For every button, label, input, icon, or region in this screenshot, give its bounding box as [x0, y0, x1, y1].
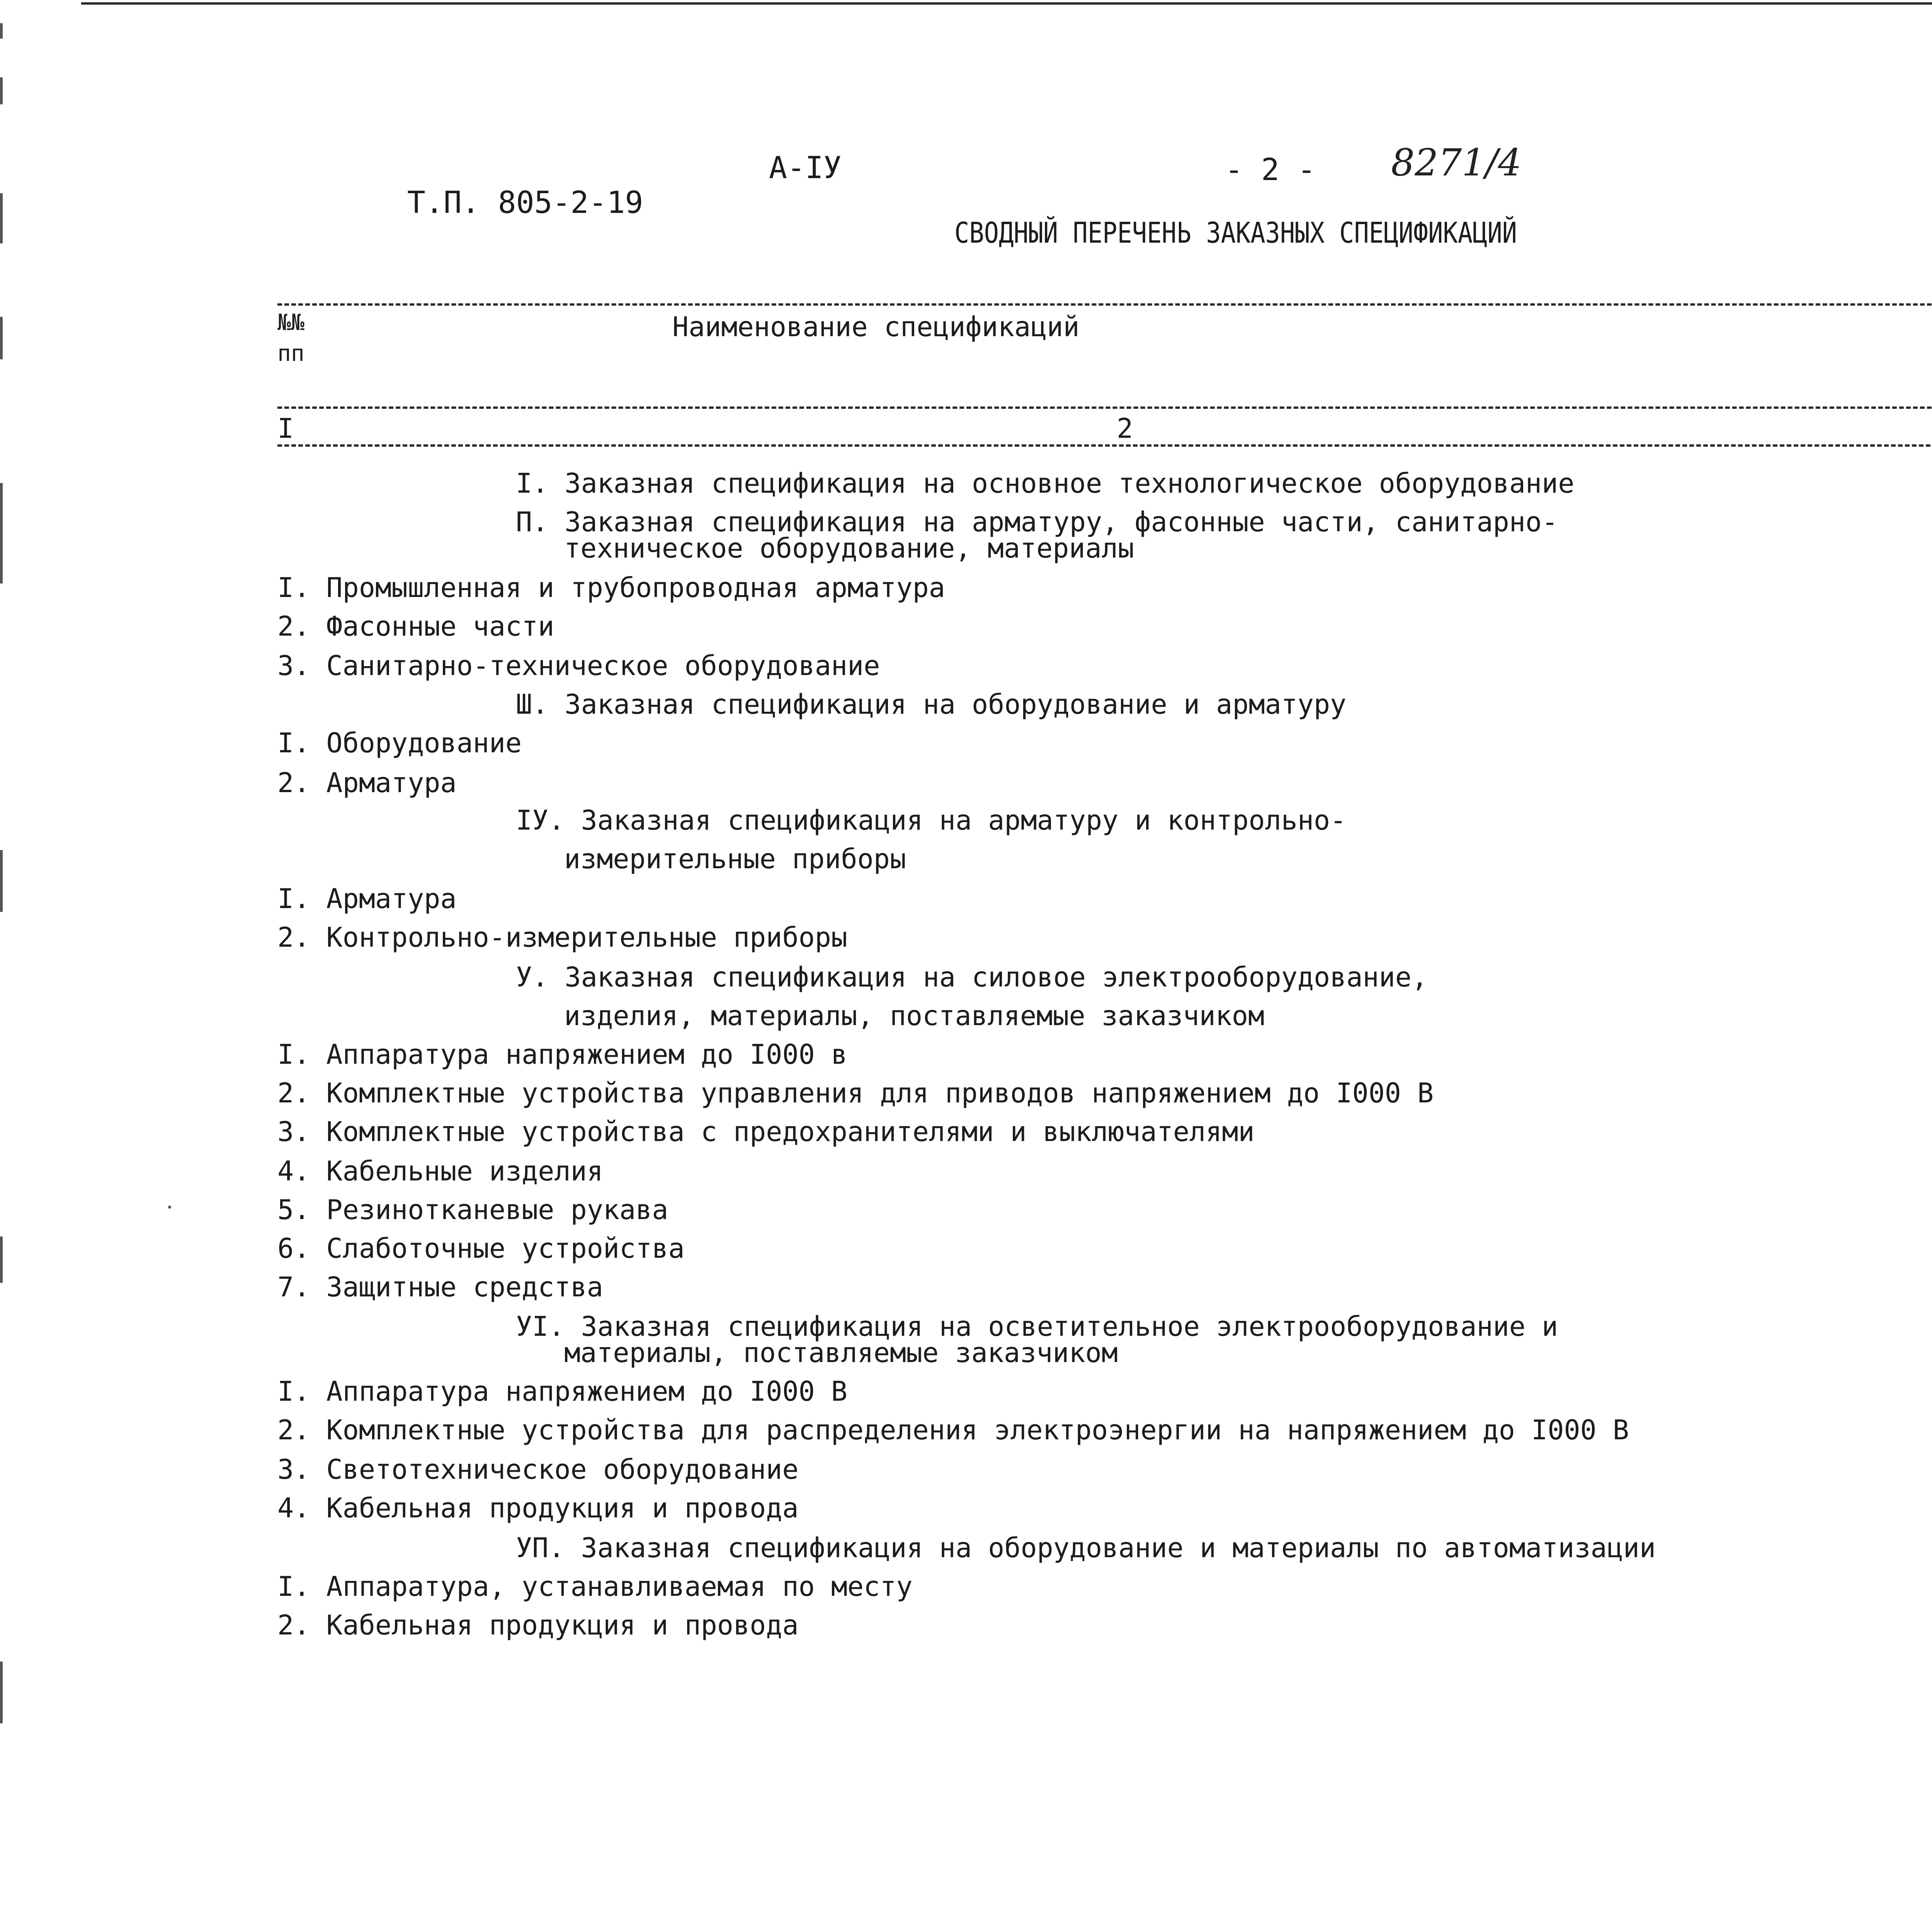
scan-edge-mark [0, 850, 3, 912]
list-item: I. Аппаратура, устанавливаемая по месту [277, 1571, 913, 1602]
list-item: I. Арматура [277, 883, 457, 915]
list-item: У. Заказная спецификация на силовое электрооборудование, [516, 961, 1428, 993]
list-item: техническое оборудование, материалы [564, 532, 1134, 564]
list-item: 6. Слаботочные устройства [277, 1233, 685, 1264]
list-item: 3. Санитарно-техническое оборудование [277, 650, 880, 682]
list-item: 5. Резинотканевые рукава [277, 1194, 668, 1226]
page-number: - 2 - [1225, 153, 1316, 187]
list-item: 2. Комплектные устройства управления для приводов напряжением до I000 В [277, 1077, 1434, 1109]
col-index-1: I [277, 413, 294, 444]
scan-edge-mark [0, 23, 3, 39]
list-item: Ш. Заказная спецификация на оборудование и арматуру [516, 689, 1347, 720]
scan-edge-mark [0, 483, 3, 583]
table-top-rule [277, 303, 1932, 306]
list-item: 2. Фасонные части [277, 611, 554, 642]
list-item: 2. Арматура [277, 767, 457, 799]
col-num-header-line2: пп [277, 340, 304, 366]
scan-edge-mark [0, 1662, 3, 1723]
list-item: 3. Светотехническое оборудование [277, 1454, 799, 1485]
sheet-top-edge [81, 2, 1932, 5]
inventory-number: 8271/4 [1391, 141, 1522, 184]
col-name-header: Наименование спецификаций [672, 311, 1080, 343]
scan-edge-mark [0, 77, 3, 104]
list-item: П. Заказная спецификация на арматуру, фасонные части, санитарно- [516, 506, 1558, 538]
list-item: материалы, поставляемые заказчиком [564, 1337, 1118, 1369]
list-item: I. Заказная спецификация на основное технологическое оборудование [516, 468, 1575, 499]
doc-code: Т.П. 805-2-19 [407, 185, 643, 220]
list-item: УI. Заказная спецификация на осветительное электрооборудование и [516, 1311, 1558, 1342]
list-item: IУ. Заказная спецификация на арматуру и контрольно- [516, 804, 1347, 836]
list-item: I. Промышленная и трубопроводная арматура [277, 572, 945, 604]
scan-edge-mark [0, 1236, 3, 1283]
list-item: 2. Контрольно-измерительные приборы [277, 922, 848, 953]
list-item: I. Аппаратура напряжением до I000 В [277, 1376, 848, 1407]
album-number: А-IУ [769, 151, 842, 185]
list-item: УП. Заказная спецификация на оборудование и материалы по автоматизации [516, 1532, 1656, 1564]
scan-edge-mark [0, 193, 3, 243]
scan-speck [168, 1206, 171, 1209]
col-index-2: 2 [1117, 413, 1133, 444]
list-item: 4. Кабельная продукция и провода [277, 1492, 799, 1524]
list-item: 4. Кабельные изделия [277, 1155, 603, 1187]
list-item: измерительные приборы [564, 843, 906, 875]
table-header-rule [277, 406, 1932, 409]
document-title: СВОДНЫЙ ПЕРЕЧЕНЬ ЗАКАЗНЫХ СПЕЦИФИКАЦИЙ [954, 216, 1517, 250]
table-index-rule [277, 444, 1932, 447]
scan-edge-mark [0, 317, 3, 359]
list-item: изделия, материалы, поставляемые заказчиком [564, 1000, 1265, 1032]
list-item: I. Оборудование [277, 727, 522, 759]
list-item: 2. Кабельная продукция и провода [277, 1609, 799, 1641]
col-num-header-line1: №№ [277, 309, 304, 335]
list-item: I. Аппаратура напряжением до I000 в [277, 1039, 848, 1070]
list-item: 3. Комплектные устройства с предохранителями и выключателями [277, 1116, 1255, 1148]
list-item: 7. Защитные средства [277, 1271, 603, 1303]
list-item: 2. Комплектные устройства для распределения электроэнергии на напряжением до I000 В [277, 1414, 1629, 1446]
